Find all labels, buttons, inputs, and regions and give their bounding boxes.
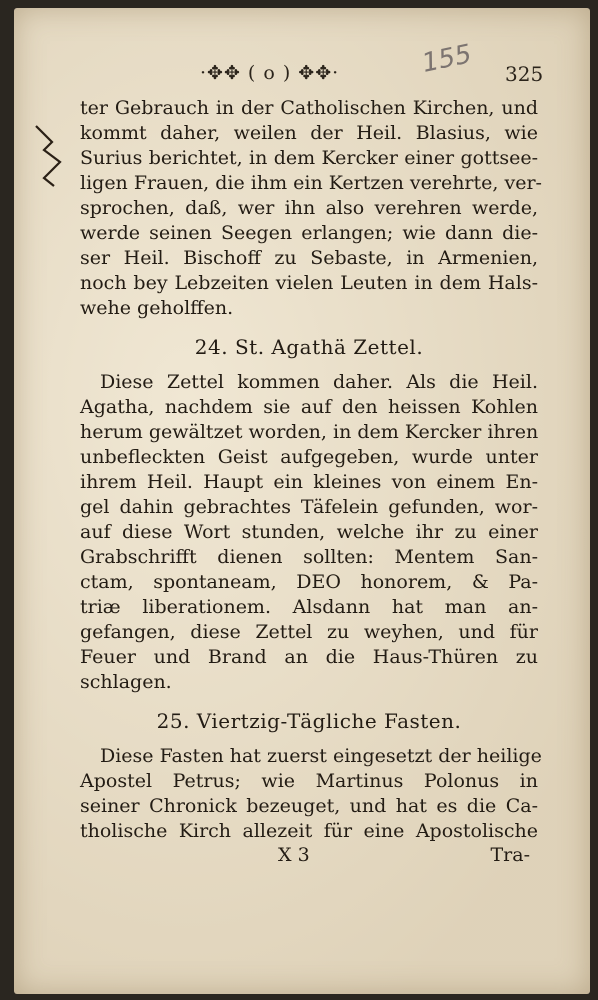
text-line: Diese Fasten hat zuerst eingesetzt der heilige: [100, 745, 542, 767]
bracket-icon: [30, 120, 70, 200]
text-line: wehe geholffen.: [80, 297, 234, 319]
catchword: Tra-: [490, 844, 530, 866]
text-line: auf diese Wort stunden, welche ihr zu einer: [80, 521, 538, 543]
text-line: ser Heil. Bischoff zu Sebaste, in Armenien,: [80, 247, 538, 269]
text-line: gel dahin gebrachtes Täfelein gefunden, wor-: [80, 496, 538, 518]
page-number: 325: [505, 62, 544, 86]
text-line: triæ liberationem. Alsdann hat man an-: [80, 596, 538, 618]
text-line: Surius berichtet, in dem Kercker einer gottsee-: [80, 147, 538, 169]
text-line: tholische Kirch allezeit für eine Apostolische: [80, 820, 538, 842]
text-line: ter Gebrauch in der Catholischen Kirchen, und: [80, 97, 538, 119]
text-line: werde seinen Seegen erlangen; wie dann die-: [80, 222, 538, 244]
text-line: herum gewältzet worden, in dem Kercker ihren: [80, 421, 539, 443]
header-ornament: ·✥✥ ( o ) ✥✥·: [200, 62, 340, 84]
text-line: kommt daher, weilen der Heil. Blasius, wie: [80, 122, 538, 144]
text-line: ctam, spontaneam, DEO honorem, & Pa-: [80, 571, 538, 593]
page-header: [200, 39, 560, 92]
text-line: Agatha, nachdem sie auf den heissen Kohlen: [80, 396, 538, 418]
section-heading-25: 25. Viertzig-Tägliche Fasten.: [156, 709, 462, 733]
text-line: gefangen, diese Zettel zu weyhen, und für: [80, 621, 538, 643]
text-line: Grabschrifft dienen sollten: Mentem San-: [80, 546, 538, 568]
text-line: schlagen.: [80, 671, 172, 693]
paragraph-fasten: [80, 744, 542, 844]
text-line: ihrem Heil. Haupt ein kleines von einem En-: [80, 471, 538, 493]
text-line: Apostel Petrus; wie Martinus Polonus in: [80, 770, 538, 792]
margin-bracket-mark: [30, 120, 70, 200]
text-line: Feuer und Brand an die Haus-Thüren zu: [80, 646, 538, 668]
paragraph-blasius: [80, 96, 542, 321]
signature-mark: X 3: [278, 844, 310, 866]
text-line: sprochen, daß, wer ihn also verehren werde,: [80, 197, 538, 219]
text-line: noch bey Lebzeiten vielen Leuten in dem Hals-: [80, 272, 538, 294]
section-heading-24: 24. St. Agathä Zettel.: [194, 335, 424, 359]
text-line: seiner Chronick bezeuget, und hat es die Ca-: [80, 795, 538, 817]
page-footer: [80, 844, 538, 870]
handwritten-note: 155: [419, 39, 475, 79]
paragraph-agatha: [80, 370, 538, 695]
text-line: ligen Frauen, die ihm ein Kertzen verehrte, ver-: [80, 172, 542, 194]
text-line: unbefleckten Geist aufgegeben, wurde unter: [80, 446, 538, 468]
body-text: [80, 96, 542, 844]
text-line: Diese Zettel kommen daher. Als die Heil.: [100, 371, 538, 393]
